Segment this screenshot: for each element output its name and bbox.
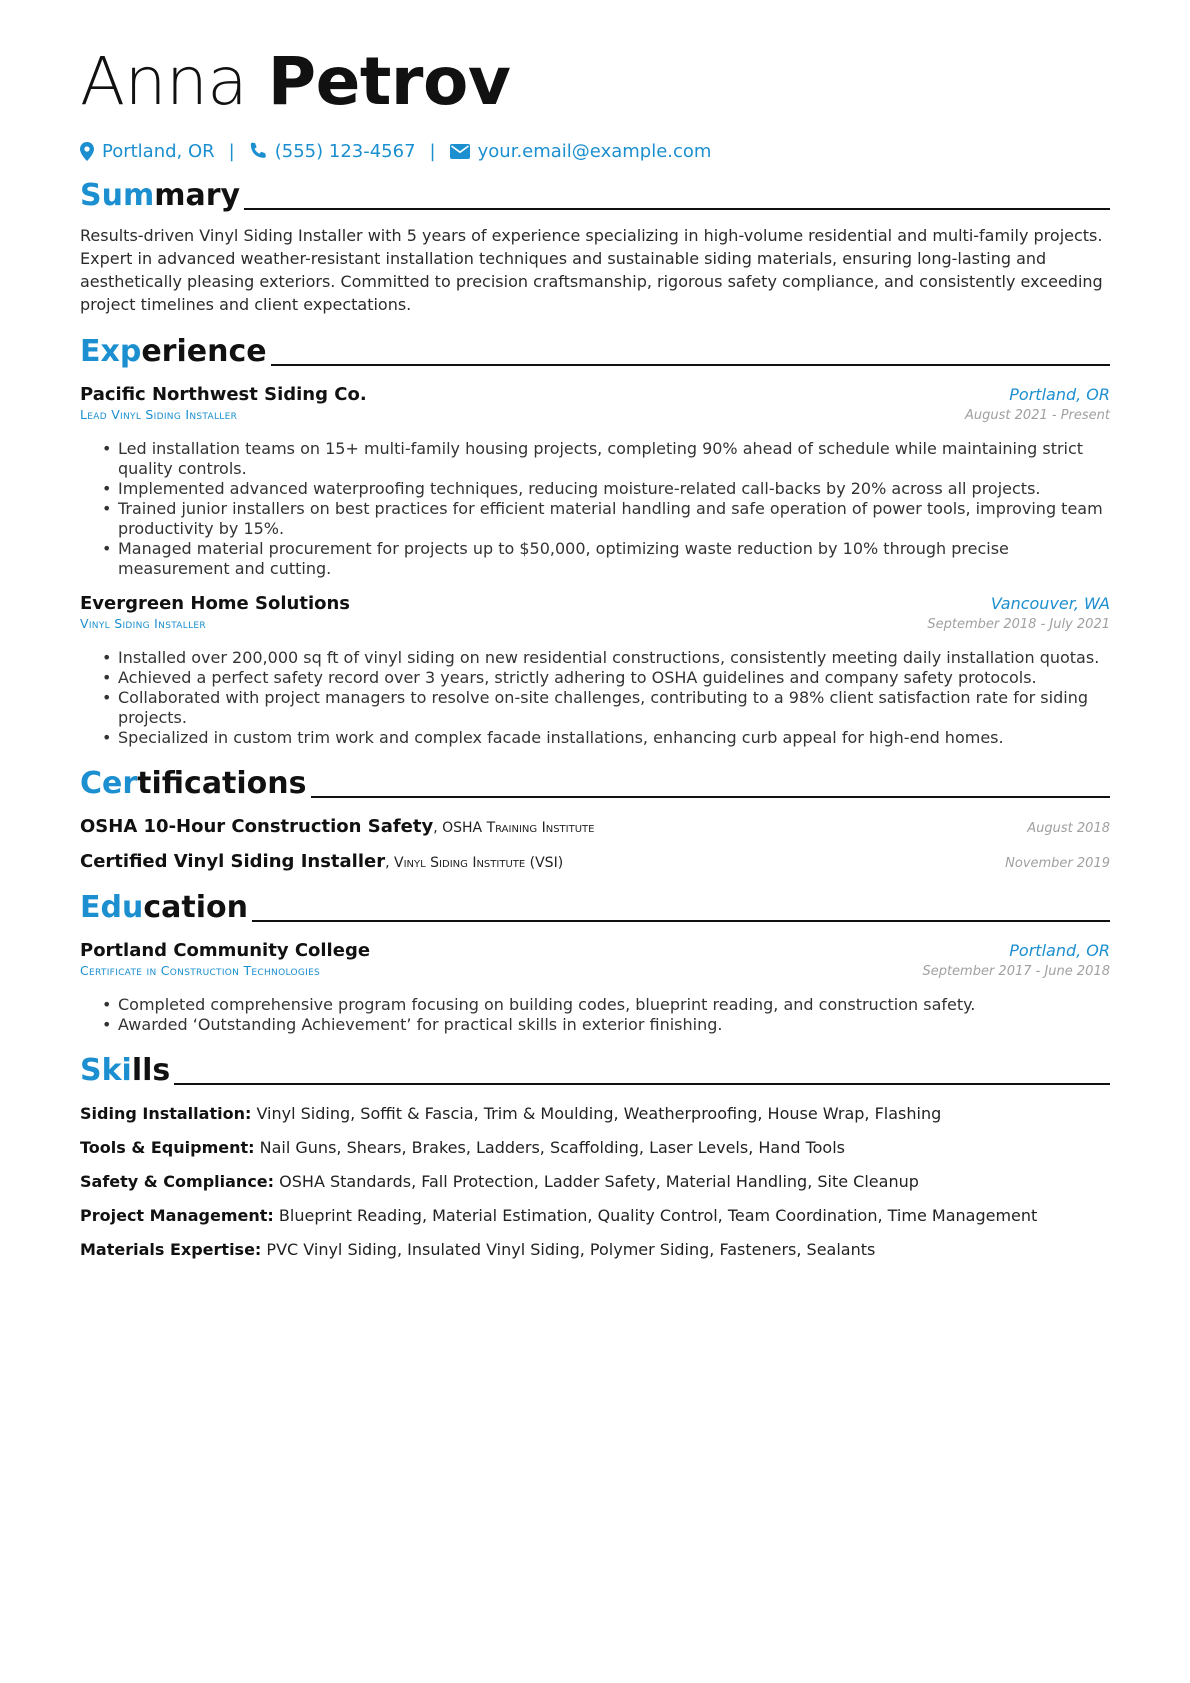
first-name: Anna (80, 43, 248, 120)
skill-label: Materials Expertise: (80, 1240, 262, 1259)
list-item: • Awarded ‘Outstanding Achievement’ for practical skills in exterior finishing. (118, 1015, 1110, 1035)
section-rule (244, 208, 1110, 210)
section-rule (271, 364, 1110, 366)
certification-issuer: OSHA Training Institute (442, 820, 595, 836)
contact-email[interactable] (450, 141, 712, 162)
list-item: • Specialized in custom trim work and complex facade installations, enhancing curb appeal for high-end homes. (118, 728, 1110, 748)
skill-row (80, 1171, 1110, 1193)
contact-separator: | (228, 140, 235, 162)
certifications-section (80, 762, 1110, 872)
section-header (80, 886, 1110, 926)
skill-value: OSHA Standards, Fall Protection, Ladder Safety, Material Handling, Site Cleanup (279, 1172, 919, 1191)
email-text: your.email@example.com (477, 140, 712, 162)
summary-section (80, 174, 1110, 316)
phone-text: (555) 123-4567 (274, 140, 416, 162)
section-title: Certifications (80, 766, 307, 801)
job-entry (80, 593, 1110, 748)
skill-value: Blueprint Reading, Material Estimation, Quality Control, Team Coordination, Time Management (278, 1206, 1038, 1225)
list-item: • Achieved a perfect safety record over 3 years, strictly adhering to OSHA guidelines and company safety protocols. (118, 668, 1110, 688)
location-text: Portland, OR (102, 140, 215, 162)
education-bullets (80, 995, 1110, 1035)
certification-name: OSHA 10-Hour Construction Safety (80, 816, 434, 837)
last-name: Petrov (267, 43, 511, 120)
list-item: • Managed material procurement for projects up to $50,000, optimizing waste reduction by 10% through precise measurement and cutting. (118, 539, 1110, 579)
education-dates: September 2017 - June 2018 (922, 964, 1110, 979)
skills-section (80, 1049, 1110, 1261)
experience-section (80, 330, 1110, 748)
certification-issuer: Vinyl Siding Institute (VSI) (394, 855, 564, 871)
list-item: • Led installation teams on 15+ multi-family housing projects, completing 90% ahead of schedule while maintaining strict quality controls. (118, 439, 1110, 479)
section-header (80, 762, 1110, 802)
list-item: • Collaborated with project managers to resolve on-site challenges, contributing to a 98% client satisfaction rate for siding projects. (118, 688, 1110, 728)
section-title: Summary (80, 178, 241, 213)
company-name: Evergreen Home Solutions (80, 593, 351, 614)
job-bullets (80, 439, 1110, 579)
job-role: Lead Vinyl Siding Installer (80, 407, 238, 422)
job-location: Vancouver, WA (990, 594, 1110, 613)
section-title: Skills (80, 1053, 171, 1088)
section-title: Education (80, 890, 248, 925)
summary-text: Results-driven Vinyl Siding Installer with 5 years of experience specializing in high-volume residential and multi-family projects. Expert in advanced weather-resistant installation techniques and sustainable siding materials, ensuring long-lasting and aesthetically pleasing exteriors. Committed to precision craftsmanship, rigorous safety compliance, and consistently exceeding project timelines and client expectations. (80, 226, 1103, 314)
candidate-name (80, 44, 1110, 120)
job-bullets (80, 648, 1110, 748)
section-header (80, 330, 1110, 370)
section-rule (311, 796, 1110, 798)
section-rule (252, 920, 1110, 922)
map-marker-icon (80, 142, 94, 161)
education-section (80, 886, 1110, 1035)
certification-name: Certified Vinyl Siding Installer (80, 851, 386, 872)
section-rule (174, 1083, 1110, 1085)
certification-date: August 2018 (1027, 821, 1110, 836)
job-role: Vinyl Siding Installer (80, 616, 206, 631)
section-title: Experience (80, 334, 267, 369)
skill-row (80, 1239, 1110, 1261)
skill-value: Vinyl Siding, Soffit & Fascia, Trim & Moulding, Weatherproofing, House Wrap, Flashing (256, 1104, 942, 1123)
list-item: • Implemented advanced waterproofing techniques, reducing moisture-related call-backs by 20% across all projects. (118, 479, 1110, 499)
job-location: Portland, OR (1009, 385, 1110, 404)
list-item: • Installed over 200,000 sq ft of vinyl siding on new residential constructions, consistently meeting daily installation quotas. (118, 648, 1110, 668)
envelope-icon (450, 144, 470, 159)
contact-bar (80, 138, 1110, 164)
education-entry (80, 940, 1110, 1035)
section-header (80, 174, 1110, 214)
list-item: • Completed comprehensive program focusing on building codes, blueprint reading, and construction safety. (118, 995, 1110, 1015)
job-dates: August 2021 - Present (965, 408, 1110, 423)
job-entry (80, 384, 1110, 579)
contact-phone[interactable] (249, 141, 416, 162)
school-location: Portland, OR (1009, 941, 1110, 960)
skill-label: Safety & Compliance: (80, 1172, 275, 1191)
school-name: Portland Community College (80, 940, 371, 961)
program-name: Certificate in Construction Technologies (80, 963, 321, 978)
job-dates: September 2018 - July 2021 (927, 617, 1110, 632)
certification-date: November 2019 (1005, 856, 1110, 871)
skill-row (80, 1137, 1110, 1159)
contact-location (80, 141, 215, 162)
skill-value: Nail Guns, Shears, Brakes, Ladders, Scaffolding, Laser Levels, Hand Tools (259, 1138, 845, 1157)
contact-separator: | (429, 140, 436, 162)
list-item: • Trained junior installers on best practices for efficient material handling and safe operation of power tools, improving team productivity by 15%. (118, 499, 1110, 539)
skill-row (80, 1205, 1110, 1227)
company-name: Pacific Northwest Siding Co. (80, 384, 367, 405)
skill-label: Siding Installation: (80, 1104, 252, 1123)
certification-item: Certified Vinyl Siding Installer, Vinyl Siding Institute (VSI) November 2019 (80, 851, 1110, 872)
certification-item: OSHA 10-Hour Construction Safety, OSHA Training Institute August 2018 (80, 816, 1110, 837)
skill-row (80, 1103, 1110, 1125)
skill-value: PVC Vinyl Siding, Insulated Vinyl Siding, Polymer Siding, Fasteners, Sealants (266, 1240, 876, 1259)
phone-icon (249, 142, 267, 160)
skill-label: Tools & Equipment: (80, 1138, 255, 1157)
skill-label: Project Management: (80, 1206, 274, 1225)
section-header (80, 1049, 1110, 1089)
